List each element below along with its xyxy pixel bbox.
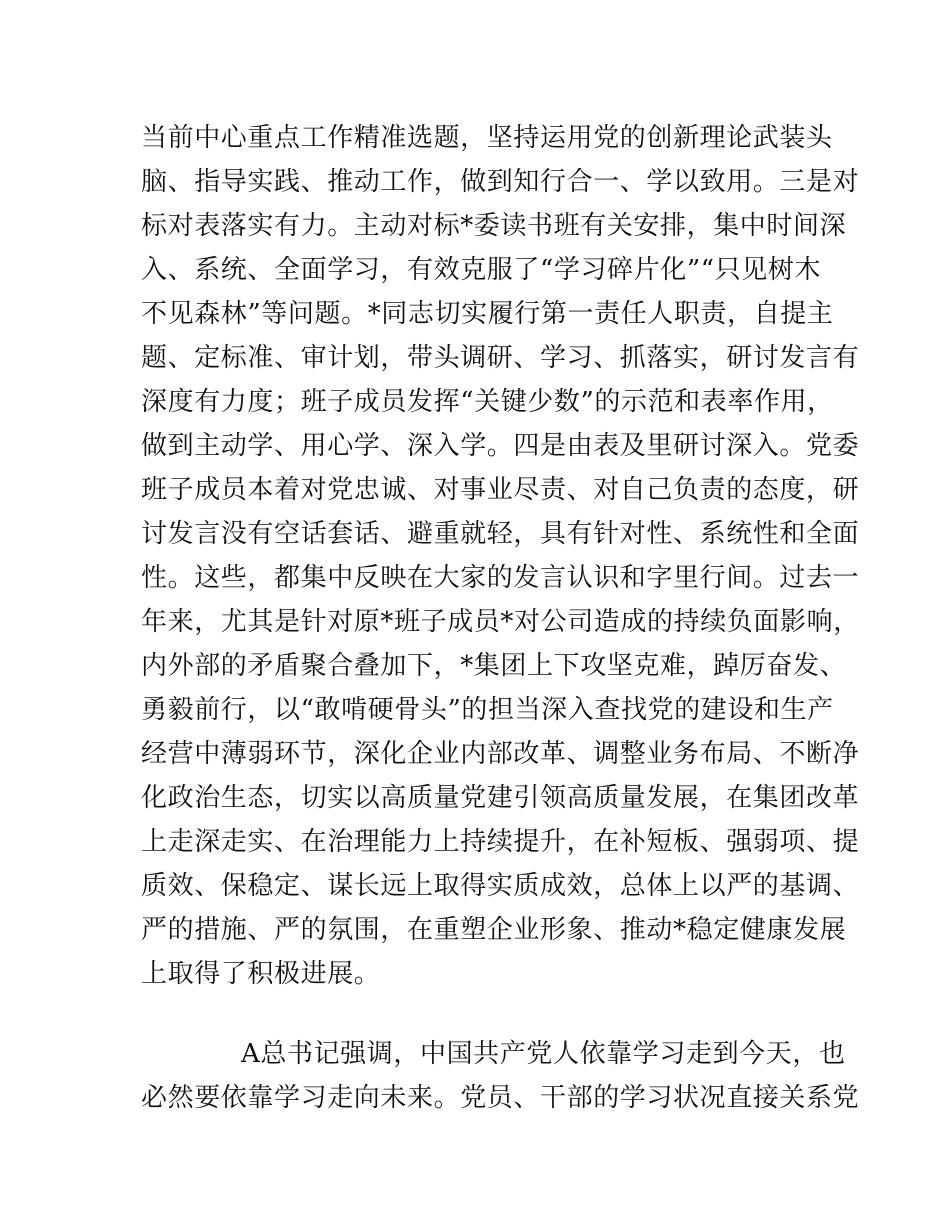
paragraph-2-line-2: 必然要依靠学习走向未来。党员、干部的学习状况直接关系党: [141, 1083, 860, 1113]
paragraph-1-line-9: 班子成员本着对党忠诚、对事业尽责、对自己负责的态度，研: [141, 475, 860, 505]
paragraph-1-line-3: 标对表落实有力。主动对标*委读书班有关安排，集中时间深: [141, 211, 847, 241]
paragraph-1-line-2: 脑、指导实践、推动工作，做到知行合一、学以致用。三是对: [141, 167, 860, 197]
paragraph-1-line-11: 性。这些，都集中反映在大家的发言认识和字里行间。过去一: [141, 563, 860, 593]
paragraph-1-line-4: 入、系统、全面学习，有效克服了“学习碎片化”“只见树木: [141, 255, 822, 285]
paragraph-1-line-16: 化政治生态，切实以高质量党建引领高质量发展，在集团改革: [141, 783, 860, 813]
paragraph-1-line-5: 不见森林”等问题。*同志切实履行第一责任人职责，自提主: [141, 299, 834, 329]
paragraph-1-line-19: 严的措施、严的氛围，在重塑企业形象、推动*稳定健康发展: [141, 915, 847, 945]
paragraph-1-line-13: 内外部的矛盾聚合叠加下，*集团上下攻坚克难，踔厉奋发、: [141, 651, 847, 681]
paragraph-1-line-18: 质效、保稳定、谋长远上取得实质成效，总体上以严的基调、: [141, 871, 860, 901]
paragraph-1-line-10: 讨发言没有空话套话、避重就轻，具有针对性、系统性和全面: [141, 519, 860, 549]
paragraph-1-line-14: 勇毅前行，以“敢啃硬骨头”的担当深入查找党的建设和生产: [141, 695, 834, 725]
paragraph-1-line-20: 上取得了积极进展。: [141, 959, 381, 989]
paragraph-1-line-7: 深度有力度；班子成员发挥“关键少数”的示范和表率作用，: [141, 387, 834, 417]
paragraph-1-line-1: 当前中心重点工作精准选题，坚持运用党的创新理论武装头: [141, 123, 833, 153]
paragraph-2-line-1: A总书记强调，中国共产党人依靠学习走到今天，也: [241, 1039, 846, 1069]
paragraph-1-line-8: 做到主动学、用心学、深入学。四是由表及里研讨深入。党委: [141, 431, 860, 461]
paragraph-1-line-15: 经营中薄弱环节，深化企业内部改革、调整业务布局、不断净: [141, 739, 860, 769]
paragraph-1-line-17: 上走深走实、在治理能力上持续提升，在补短板、强弱项、提: [141, 827, 860, 857]
paragraph-1-line-12: 年来，尤其是针对原*班子成员*对公司造成的持续负面影响，: [141, 607, 860, 637]
paragraph-1-line-6: 题、定标准、审计划，带头调研、学习、抓落实，研讨发言有: [141, 343, 860, 373]
